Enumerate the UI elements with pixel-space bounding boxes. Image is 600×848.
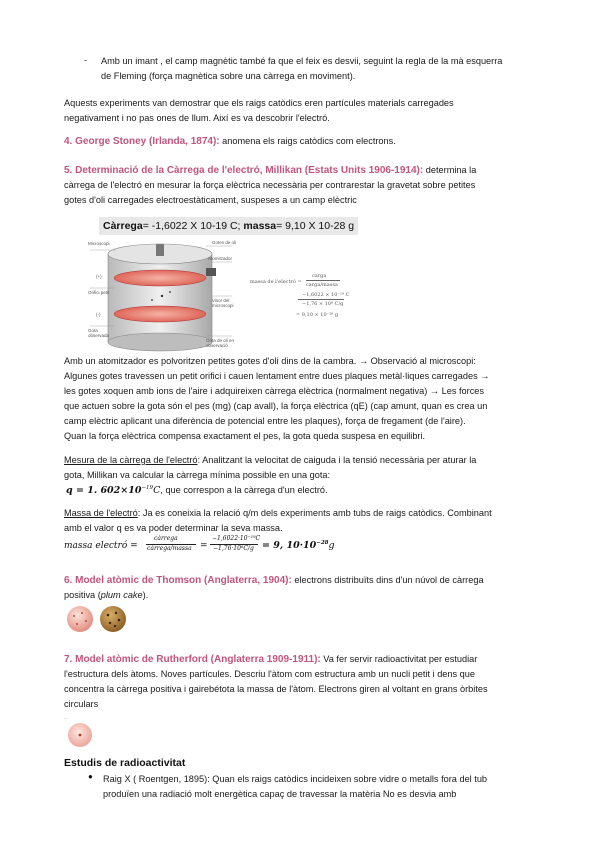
charge-value: = -1,6022 X 10-19 C; [142,220,241,232]
eq2-bar [298,299,344,300]
label-plus: (+) [96,274,102,279]
millikan-line3: gotes d'oli carregades electroestàticament, suspeses a un camp elèctric [64,195,357,205]
eq1-den: carga/massa [306,282,338,288]
mass-f2-den: −1,76·10⁸C/g [213,545,254,552]
formula-q-unit: C [153,485,161,497]
charge-measure-title: Mesura de la càrrega de l'electró [64,455,198,465]
thomson-plum-cake: plum cake [100,590,143,600]
eq3: = 9,10 × 10⁻²⁸ g [296,312,339,318]
millikan-heading: 5. Determinació de la Càrrega de l'electró, Millikan (Estats Units 1906-1914): [64,165,424,176]
radio-bullet1-line1: Raig X ( Roentgen, 1895): Quan els raigs catòdics incideixen sobre vidre o metalls fora del tub [103,774,488,784]
eq1-bar [306,280,340,281]
mass-f2-num: −1,6022·10⁻¹⁹C [212,535,261,542]
charge-label: Càrrega [103,220,143,232]
bullet-magnet-line1: Amb un imant , el camp magnètic també fa que el feix es desvii, seguint la regla de la mà esquerra [101,56,503,66]
eq1-lhs: massa de l'electró = [250,279,302,285]
eq1-num: carga [312,273,327,279]
mass-result-exp: −28 [316,540,329,546]
thomson-model-svg [64,604,154,634]
label-atomizer: Atomitzador [208,256,233,261]
label-minus: (-) [96,312,101,317]
mass-result-unit: g [328,540,335,552]
radioactivity-heading: Estudis de radioactivitat [64,757,186,769]
label-small-hole: Orifici petit [88,290,110,295]
label-drop-observation: Gota de oli en observació [206,338,235,348]
atomizer-line6: Quan la força elèctrica compensa exactament el pes, la gota queda suspesa en equilibri. [64,431,426,441]
millikan-line2: càrrega de l'electró en mesurar la força elèctrica necessària per contrarestar la gravetat sobre petites [64,180,476,190]
mass-result-value: = 9, 10·10 [262,540,317,552]
radio-bullet-dot: ● [88,772,93,781]
thomson-model-images [64,604,154,634]
charge-mass-box [99,217,358,235]
experiments-line2: negativament i no pas ones de llum. Així es va descobrir l'electró. [64,113,330,123]
formula-q-after: , que correspon a la càrrega d'un electró. [160,485,328,496]
atomizer-line5: camp elèctric aplicant una diferència de potencial entre les plaques), força de fregament (de l'aire). [64,416,466,426]
label-microscope: Microscopi [88,241,110,246]
mass-formula [64,535,364,559]
experiments-line1: Aquests experiments van demostrar que els raigs catòdics eren partícules materials carregades [64,98,454,108]
charge-formula-line [66,479,328,500]
thomson-line2 [64,588,148,604]
label-microscope-viewer: Visor del microscopi [212,298,234,308]
mass-measure-line2: amb el valor q es va poder determinar la seva massa. [64,523,283,533]
atomizer-line2: Algunes gotes travessen un petit orifici i cauen lentament entre dues plaques metàl·liques carregades → [64,371,490,381]
thomson-paragraph [64,573,484,589]
rutherford-text1: Va fer servir radioactivitat per estudiar [323,654,478,664]
mass-result [262,540,335,551]
eq2-num: −1,6022 × 10⁻¹⁹ C [302,292,350,298]
rutherford-heading: 7. Model atòmic de Rutherford (Anglaterra 1909-1911): [64,654,321,665]
radio-bullet1-line2: produïen una radiació molt energètica capaç de travessar la matèria No es desvia amb [103,789,457,799]
thomson-heading: 6. Model atòmic de Thomson (Anglaterra, 1904): [64,575,292,586]
mass-measure-text1: : Ja es coneixia la relació q/m dels experiments amb tubs de raigs catòdics. Combinant [137,508,492,518]
mass-formula-lhs: massa electró = [64,541,138,551]
formula-q: q = 1. 602×10 [66,485,142,497]
rutherford-paragraph [64,652,477,668]
svg-text:····: ···· [64,717,69,721]
charge-measure-text1: : Analitzant la velocitat de caiguda i la tensió necessària per aturar la [197,455,477,465]
formula-q-exp: −19 [141,485,154,491]
mass-eq-sign: = [200,541,208,551]
mass-measure-line1 [64,506,492,522]
mass-value: = 9,10 X 10-28 g [276,220,355,232]
atomizer-line4: que actuen sobre la gota són el pes (mg) (cap avall), la força elèctrica (qE) (cap amunt, quan es crea un [64,401,488,411]
label-observed-drop: Gota observada [88,328,110,338]
charge-measure-line1 [64,453,476,469]
rutherford-model-image [62,714,98,750]
atomizer-line3: les gotes xoquen amb ions de l'aire i adquireixen càrrega elèctrica (normalment negativa) → Les forces [64,386,485,396]
millikan-paragraph [64,163,476,179]
label-oil-drops: Gotes de oli [212,240,237,245]
mass-measure-title: Massa de l'electró [64,508,138,518]
stoney-paragraph [64,134,396,150]
mass-label: massa [243,220,277,232]
stoney-heading: 4. George Stoney (Irlanda, 1874): [64,136,220,147]
mass-equation-figure [250,268,360,324]
rutherford-model-svg [62,714,98,750]
millikan-text1: determina la [425,165,477,175]
rutherford-line3: concentra la càrrega positiva i gairebétota la massa de l'àtom. Electrons giren al voltant en grans òrbites [64,684,488,694]
mass-f1-num: càrrega [154,535,178,542]
rutherford-line2: l'estructura dels àtoms. Noves partícules. Descriu l'àtom com estructura amb un nucli petit i dens que [64,669,476,679]
mass-f1-den: càrrega/massa [147,545,192,552]
thomson-text2a: positiva ( [64,590,101,600]
bullet-magnet-line2: de Fleming (força magnètica sobre una càrrega en moviment). [101,71,356,81]
millikan-apparatus-illustration [86,240,236,352]
dash-bullet: - [84,55,87,65]
thomson-text2b: ). [142,590,149,600]
stoney-text: anomena els raigs catòdics com electrons. [222,136,396,146]
thomson-text1: electrons distribuïts dins d'un núvol de càrrega [294,575,484,585]
eq2-den: −1,76 × 10⁸ C/g [302,301,344,307]
atomizer-line1: Amb un atomitzador es polvoritzen petites gotes d'oli dins de la cambra. → Observació al microscopi: [64,356,476,366]
rutherford-line4: circulars [64,699,99,709]
charge-measure-line2: gota, Millikan va calcular la càrrega mínima possible en una gota: [64,470,331,480]
